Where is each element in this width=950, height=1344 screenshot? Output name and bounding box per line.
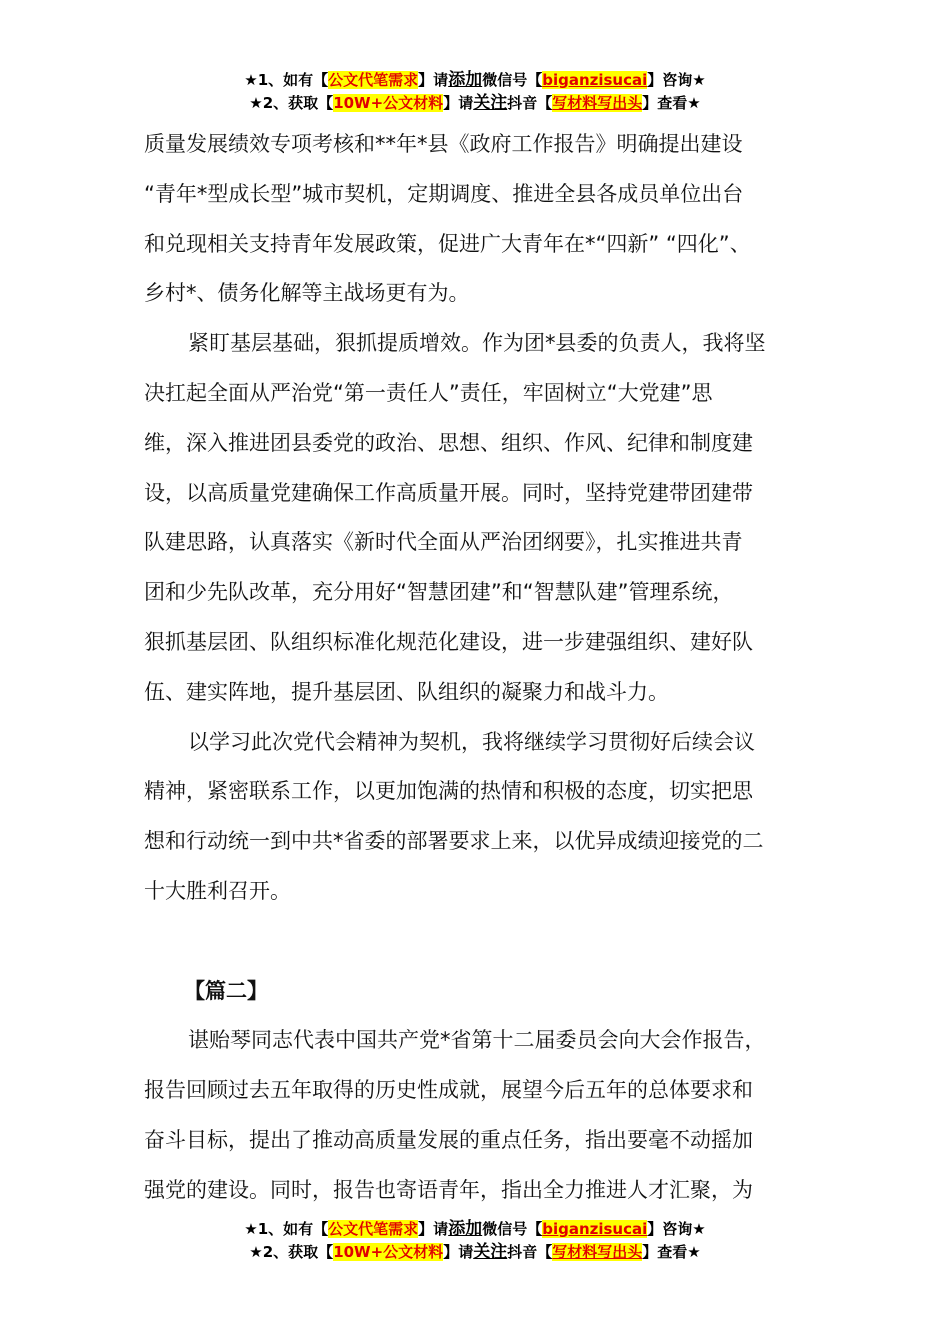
header-banner bbox=[0, 69, 950, 115]
banner-line-2 bbox=[0, 92, 950, 115]
text-line: 决扛起全面从严治党“第一责任人”责任，牢固树立“大党建”思 bbox=[144, 380, 713, 405]
banner-line-2 bbox=[0, 1241, 950, 1264]
text-line: 以学习此次党代会精神为契机，我将继续学习贯彻好后续会议 bbox=[188, 729, 755, 754]
footer-banner bbox=[0, 1218, 950, 1264]
banner-line-1 bbox=[0, 1218, 950, 1241]
banner-emphasis: 关注 bbox=[473, 1242, 508, 1262]
text-line: 狠抓基层团、队组织标准化规范化建设，进一步建强组织、建好队 bbox=[144, 629, 753, 654]
banner-text: 】咨询★ bbox=[647, 71, 706, 89]
text-line: 十大胜利召开。 bbox=[144, 878, 291, 903]
text-line: 质量发展绩效专项考核和**年*县《政府工作报告》明确提出建设 bbox=[144, 132, 743, 156]
banner-line-1 bbox=[0, 69, 950, 92]
banner-highlight: 公文代笔需求 bbox=[328, 1220, 419, 1238]
text-line: 谌贻琴同志代表中国共产党*省第十二届委员会向大会作报告， bbox=[188, 1028, 766, 1053]
text-line: 报告回顾过去五年取得的历史性成就，展望今后五年的总体要求和 bbox=[144, 1078, 753, 1103]
banner-text: ★2、获取【 bbox=[249, 1243, 334, 1261]
text-line: 伍、建实阵地，提升基层团、队组织的凝聚力和战斗力。 bbox=[144, 679, 669, 704]
banner-text: 抖音【 bbox=[507, 1243, 553, 1261]
banner-text: 】查看★ bbox=[642, 94, 701, 112]
banner-text: 】咨询★ bbox=[647, 1220, 706, 1238]
banner-douyin-id: 写材料写出头 bbox=[552, 1243, 643, 1261]
text-line: 紧盯基层基础，狠抓提质增效。作为团*县委的负责人，我将坚 bbox=[188, 331, 766, 356]
banner-text: ★2、获取【 bbox=[249, 94, 334, 112]
text-line: 强党的建设。同时，报告也寄语青年，指出全力推进人才汇聚，为 bbox=[144, 1177, 753, 1202]
text-line: 队建思路，认真落实《新时代全面从严治团纲要》，扎实推进共青 bbox=[144, 530, 743, 555]
banner-highlight: 10W+公文材料 bbox=[333, 1243, 444, 1261]
text-line: 和兑现相关支持青年发展政策，促进广大青年在*“四新” “四化”、 bbox=[144, 231, 751, 256]
section-heading: 【篇二】 bbox=[184, 978, 268, 1003]
banner-text: ★1、如有【 bbox=[244, 71, 329, 89]
banner-text: 微信号【 bbox=[482, 71, 543, 89]
banner-wechat-id: biganzisucai bbox=[542, 1220, 648, 1238]
banner-text: ★1、如有【 bbox=[244, 1220, 329, 1238]
banner-highlight: 公文代笔需求 bbox=[328, 71, 419, 89]
document-body bbox=[144, 120, 834, 1216]
banner-text: 微信号【 bbox=[482, 1220, 543, 1238]
banner-emphasis: 关注 bbox=[473, 93, 508, 113]
banner-highlight: 10W+公文材料 bbox=[333, 94, 444, 112]
text-line: 维，深入推进团县委党的政治、思想、组织、作风、纪律和制度建 bbox=[144, 430, 753, 455]
text-line: 团和少先队改革，充分用好“智慧团建”和“智慧队建”管理系统， bbox=[144, 580, 734, 605]
text-line: 奋斗目标，提出了推动高质量发展的重点任务，指出要毫不动摇加 bbox=[144, 1127, 753, 1152]
banner-wechat-id: biganzisucai bbox=[542, 71, 648, 89]
banner-text: 】请 bbox=[443, 94, 474, 112]
banner-emphasis: 添加 bbox=[448, 1219, 483, 1239]
text-line: 想和行动统一到中共*省委的部署要求上来，以优异成绩迎接党的二 bbox=[144, 829, 764, 854]
banner-text: 】查看★ bbox=[642, 1243, 701, 1261]
banner-text: 】请 bbox=[418, 71, 449, 89]
text-line bbox=[144, 917, 834, 967]
banner-text: 抖音【 bbox=[507, 94, 553, 112]
banner-douyin-id: 写材料写出头 bbox=[552, 94, 643, 112]
text-line: 精神，紧密联系工作，以更加饱满的热情和积极的态度，切实把思 bbox=[144, 779, 753, 804]
banner-text: 】请 bbox=[443, 1243, 474, 1261]
text-line: 设，以高质量党建确保工作高质量开展。同时，坚持党建带团建带 bbox=[144, 480, 753, 505]
banner-text: 】请 bbox=[418, 1220, 449, 1238]
banner-emphasis: 添加 bbox=[448, 70, 483, 90]
text-line: “青年*型成长型”城市契机，定期调度、推进全县各成员单位出台 bbox=[144, 181, 744, 206]
text-line: 乡村*、债务化解等主战场更有为。 bbox=[144, 281, 470, 306]
